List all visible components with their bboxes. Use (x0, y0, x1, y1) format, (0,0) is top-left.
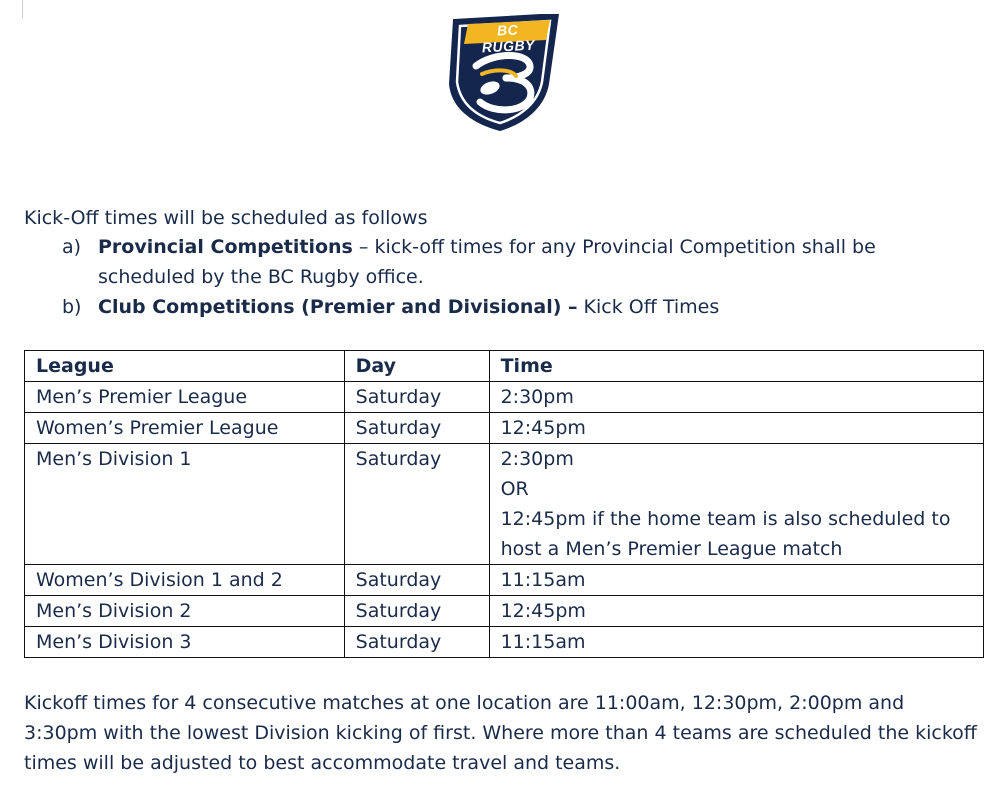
time-cell (489, 565, 983, 596)
time-line: 12:45pm (500, 600, 586, 622)
time-line: 11:15am (500, 631, 586, 653)
time-line: OR (500, 478, 529, 500)
table-row (25, 382, 984, 413)
list-marker: a) (62, 236, 82, 258)
table-row (25, 413, 984, 444)
time-cell (489, 627, 983, 658)
intro-text: Kick-Off times will be scheduled as follows (24, 207, 428, 229)
kickoff-schedule-table (24, 350, 984, 658)
list-item-content (98, 292, 962, 322)
header-league: League (25, 351, 345, 382)
table-row (25, 596, 984, 627)
table-row (25, 565, 984, 596)
league-cell: Men’s Premier League (25, 382, 345, 413)
time-cell (489, 382, 983, 413)
day-cell: Saturday (344, 444, 489, 565)
list-item-text: – kick-off times for any Provincial Competition shall be scheduled by the BC Rugby office. (98, 236, 876, 288)
time-line: 2:30pm (500, 386, 574, 408)
league-cell: Women’s Division 1 and 2 (25, 565, 345, 596)
list-marker: b) (62, 296, 82, 318)
kickoff-list (62, 232, 962, 322)
header-time: Time (489, 351, 983, 382)
list-item-provincial (62, 232, 962, 292)
footer-paragraph: Kickoff times for 4 consecutive matches at one location are 11:00am, 12:30pm, 2:00pm and 3:30pm with the lowest Division kicking of first. Where more than 4 teams are scheduled the kickoff times will be adjusted to best accommodate travel and teams. (24, 692, 977, 774)
league-cell: Men’s Division 2 (25, 596, 345, 627)
list-item-heading: Provincial Competitions (98, 236, 353, 258)
league-cell: Women’s Premier League (25, 413, 345, 444)
time-line: host a Men’s Premier League match (500, 538, 843, 560)
table-row (25, 444, 984, 565)
time-line: 12:45pm if the home team is also scheduled to (500, 508, 951, 530)
time-cell (489, 596, 983, 627)
page-corner-mark (22, 0, 23, 18)
day-cell: Saturday (344, 627, 489, 658)
league-cell: Men’s Division 1 (25, 444, 345, 565)
list-item-heading: Club Competitions (Premier and Divisional) – (98, 296, 578, 318)
logo-text: BC RUGBY (481, 21, 536, 56)
list-item-content (98, 232, 962, 292)
list-item-text: Kick Off Times (577, 296, 720, 318)
time-line: 11:15am (500, 569, 586, 591)
day-cell: Saturday (344, 413, 489, 444)
header-day: Day (344, 351, 489, 382)
table-header-row (25, 351, 984, 382)
day-cell: Saturday (344, 565, 489, 596)
time-cell (489, 444, 983, 565)
time-line: 12:45pm (500, 417, 586, 439)
list-item-club (62, 292, 962, 322)
day-cell: Saturday (344, 382, 489, 413)
day-cell: Saturday (344, 596, 489, 627)
league-cell: Men’s Division 3 (25, 627, 345, 658)
time-cell (489, 413, 983, 444)
bc-rugby-logo (446, 14, 560, 132)
table-row (25, 627, 984, 658)
time-line: 2:30pm (500, 448, 574, 470)
